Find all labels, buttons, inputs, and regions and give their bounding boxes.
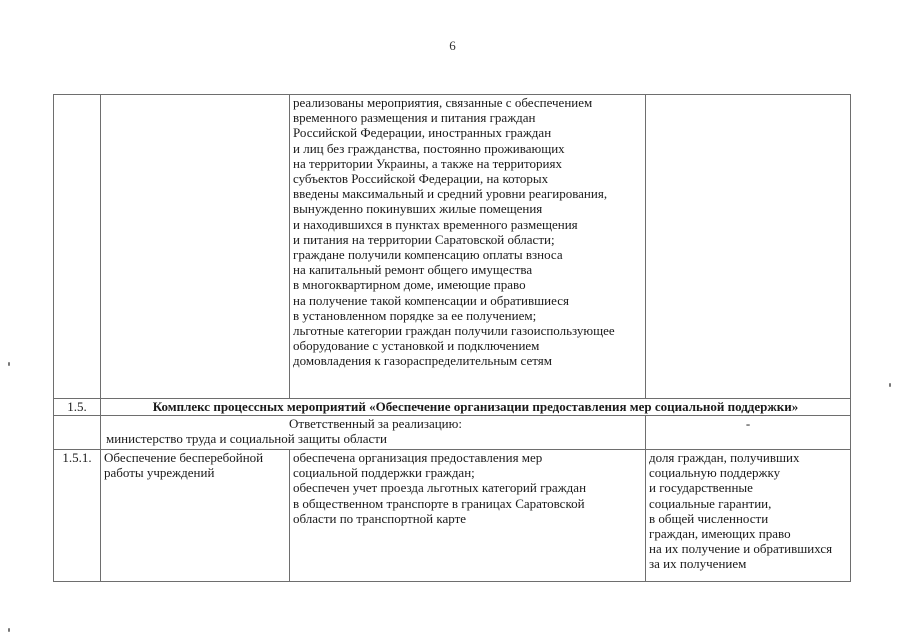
result-line: социальной поддержки граждан; — [293, 465, 475, 481]
section-title: Комплекс процессных мероприятий «Обеспечение организации предоставления мер социальной поддержки» — [101, 399, 851, 416]
result-line: обеспечен учет проезда льготных категорий граждан — [293, 480, 587, 496]
task-line: работы учреждений — [104, 465, 215, 481]
continued-result-line: льготные категории граждан получили газоиспользующее — [293, 323, 615, 339]
indicator-line: граждан, имеющих право — [649, 526, 791, 542]
continued-result-line: и питания на территории Саратовской области; — [293, 231, 555, 247]
continued-result-line: оборудование с установкой и подключением — [293, 338, 540, 354]
continued-result-line: и лиц без гражданства, постоянно проживающих — [293, 140, 565, 156]
item-number: 1.5.1. — [54, 450, 101, 582]
continued-result-line: вынужденно покинувших жилые помещения — [293, 201, 543, 217]
continued-result-line: и находившихся в пунктах временного размещения — [293, 216, 578, 232]
continued-task-cell — [101, 95, 290, 399]
continued-row — [54, 95, 851, 399]
task-line: Обеспечение бесперебойной — [104, 450, 264, 465]
continued-result-line: на капитальный ремонт общего имущества — [293, 262, 533, 278]
responsible-dash: - — [646, 416, 851, 450]
continued-number-cell — [54, 95, 101, 399]
item-task-cell — [101, 450, 290, 582]
continued-results-cell — [290, 95, 646, 399]
item-results-cell — [290, 450, 646, 582]
section-number: 1.5. — [54, 399, 101, 416]
result-line: в общественном транспорте в границах Саратовской — [293, 495, 585, 511]
indicator-line: и государственные — [649, 480, 753, 496]
responsible-label: Ответственный за реализацию: — [289, 416, 462, 431]
responsible-ministry: министерство труда и социальной защиты области — [106, 431, 387, 447]
item-row — [54, 450, 851, 582]
continued-result-line: домовладения к газораспределительным сетям — [293, 353, 552, 369]
indicator-line: на их получение и обратившихся — [649, 541, 833, 557]
indicator-line: доля граждан, получивших — [649, 450, 800, 465]
responsible-cell — [101, 416, 646, 450]
continued-result-line: на территории Украины, а также на территориях — [293, 155, 562, 171]
measures-table — [53, 94, 851, 582]
scan-mark — [8, 362, 10, 366]
continued-result-line: введены максимальный и средний уровни реагирования, — [293, 186, 608, 202]
indicator-line: социальную поддержку — [649, 465, 781, 481]
indicator-line: в общей численности — [649, 510, 769, 526]
continued-result-line: в многоквартирном доме, имеющие право — [293, 277, 526, 293]
page-number: 6 — [449, 38, 456, 53]
continued-result-line: на получение такой компенсации и обратившиеся — [293, 292, 569, 308]
continued-result-line: субъектов Российской Федерации, на которых — [293, 171, 549, 187]
section-row — [54, 399, 851, 416]
indicator-line: за их получением — [649, 556, 747, 572]
scan-mark — [889, 383, 891, 387]
indicator-line: социальные гарантии, — [649, 495, 772, 511]
result-line: области по транспортной карте — [293, 510, 467, 526]
responsible-number-cell — [54, 416, 101, 450]
continued-result-line: граждане получили компенсацию оплаты взноса — [293, 247, 563, 263]
continued-result-line: временного размещения и питания граждан — [293, 110, 536, 126]
result-line: обеспечена организация предоставления мер — [293, 450, 543, 465]
continued-result-line: в установленном порядке за ее получением; — [293, 307, 537, 323]
continued-result-line: Российской Федерации, иностранных граждан — [293, 125, 552, 141]
scan-mark — [8, 628, 10, 632]
continued-indicator-cell — [646, 95, 851, 399]
item-indicator-cell — [646, 450, 851, 582]
continued-result-line: реализованы мероприятия, связанные с обеспечением — [293, 95, 593, 110]
responsible-row — [54, 416, 851, 450]
